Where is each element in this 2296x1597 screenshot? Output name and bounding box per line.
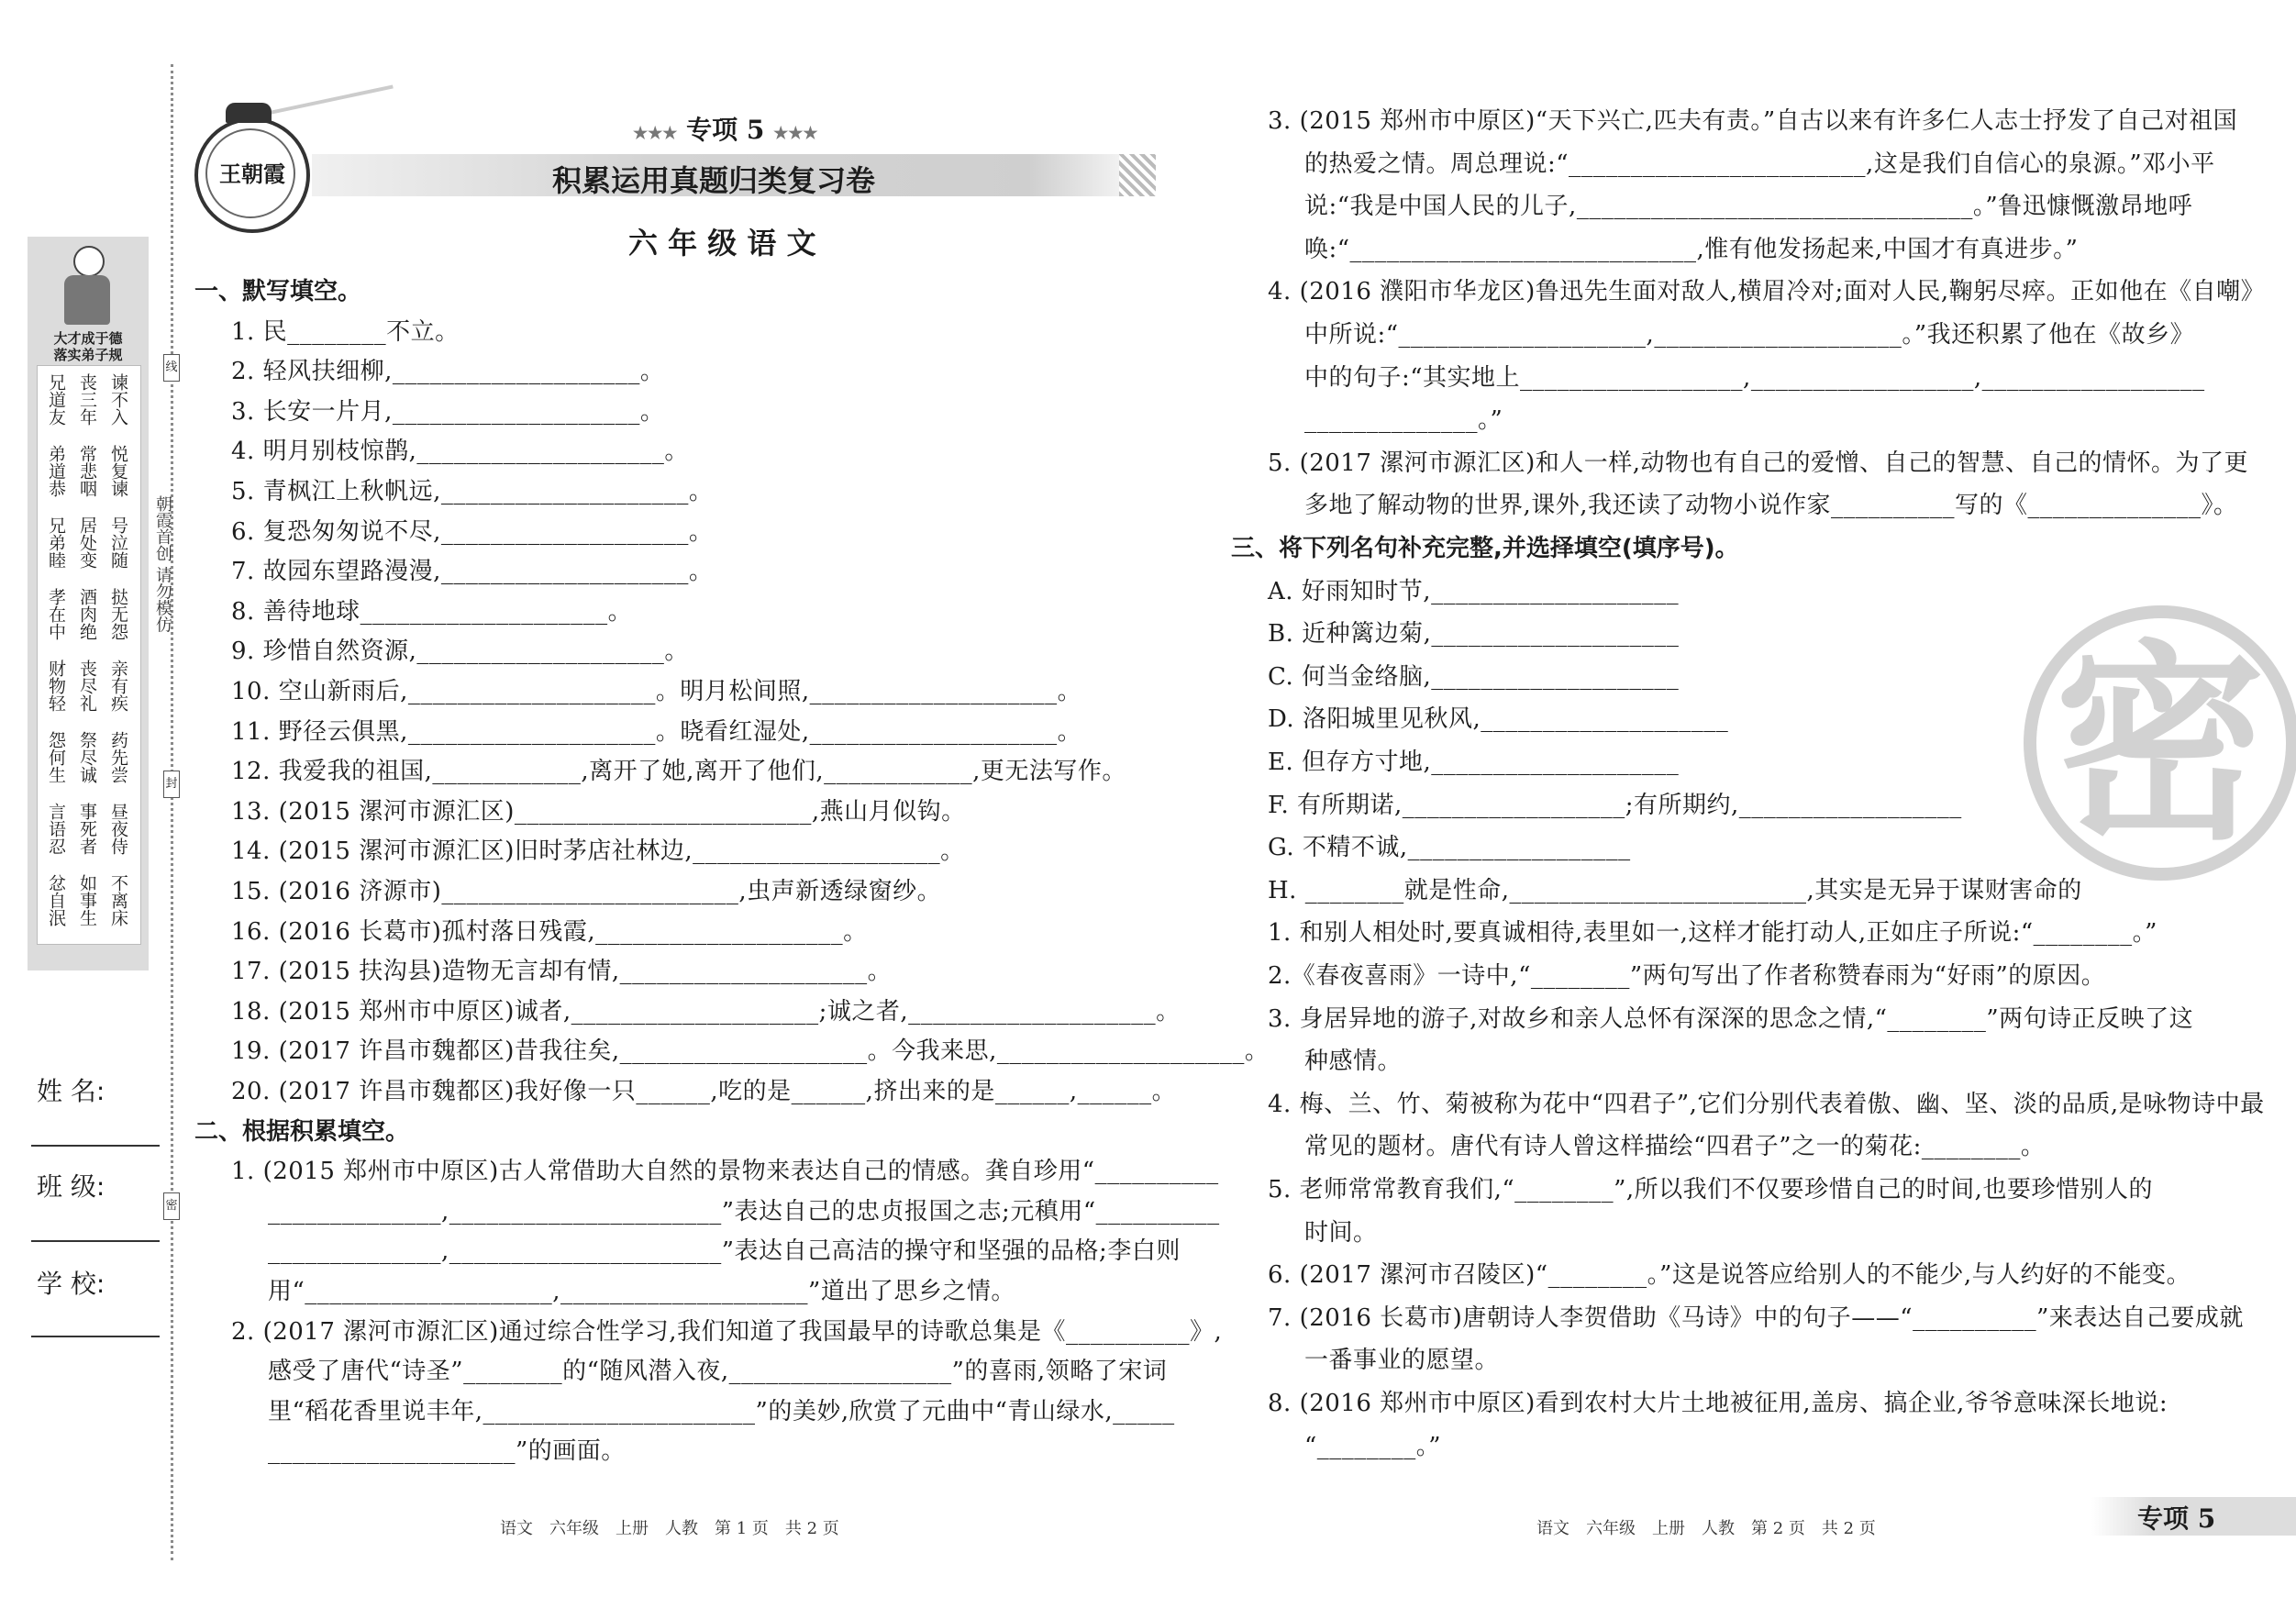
- cut-mark-3: 密: [163, 1192, 180, 1220]
- question-line: 3. (2015 郑州市中原区)“天下兴亡,匹夫有责。”自古以来有许多仁人志士抒发了自己对祖国: [1268, 107, 2238, 135]
- poem-column: 丧尽礼: [77, 660, 97, 712]
- cut-line: [171, 64, 173, 1560]
- question-line: 1. 和别人相处时,要真诚相待,表里如一,这样才能打动人,正如庄子所说:“________。”: [1268, 919, 2157, 948]
- footer-left: 语文 六年级 上册 人教 第 1 页 共 2 页: [500, 1519, 839, 1538]
- question-line: 5. 老师常常教育我们,“________”,所以我们不仅要珍惜自己的时间,也要珍惜别人的: [1268, 1176, 2153, 1203]
- motto-line1: 大才成于德: [53, 330, 123, 347]
- dizigui-poem: [37, 365, 141, 945]
- question-line: 4. 明月别枝惊鹊,____________________。: [231, 438, 689, 466]
- question-line: 4. (2016 濮阳市华龙区)鲁迅先生面对敌人,横眉冷对;面对人民,鞠躬尽瘁。正如他在《自嘲》: [1268, 278, 2266, 306]
- section-heading: 二、根据积累填空。: [194, 1117, 410, 1146]
- poem-column: 如事生: [77, 874, 97, 926]
- logo-crown-icon: [226, 103, 272, 123]
- question-line: 3. 长安一片月,____________________。: [231, 397, 665, 426]
- name-label: 姓 名:: [37, 1076, 105, 1106]
- question-line: 7. (2016 长葛市)唐朝诗人李贺借助《马诗》中的句子——“__________”来表达自己要成就: [1268, 1303, 2244, 1332]
- question-line: 说:“我是中国人民的儿子,________________________________。”鲁迅慷慨激昂地呼: [1304, 193, 2193, 221]
- question-line: 14. (2015 漯河市源汇区)旧时茅店社林边,____________________。: [231, 837, 965, 866]
- question-line: 5. 青枫江上秋帆远,____________________。: [231, 478, 714, 505]
- question-line: 里“稻花香里说丰年,______________________”的美妙,欣赏了元曲中“青山绿水,_____: [268, 1397, 1175, 1425]
- logo-text: 王朝霞: [219, 161, 285, 187]
- question-line: H. ________就是性命,________________________,其实是无异于谋财害命的: [1268, 876, 2082, 904]
- name-field[interactable]: [31, 1145, 160, 1147]
- question-line: 中所说:“____________________,____________________。”我还积累了他在《故乡》: [1304, 321, 2195, 349]
- school-label: 学 校:: [37, 1269, 105, 1299]
- series-label: ★★★ 专项 5 ★★★: [633, 115, 818, 145]
- poem-column: 忿自泯: [46, 874, 66, 926]
- question-line: 10. 空山新雨后,____________________。明月松间照,____________________。: [231, 678, 1082, 705]
- question-line: 中的句子:“其实地上__________________,__________________,__________________: [1304, 363, 2205, 392]
- question-line: D. 洛阳城里见秋风,____________________: [1268, 705, 1729, 734]
- poem-column: 谏不入: [108, 373, 128, 426]
- poem-column: 亲有疾: [108, 660, 128, 712]
- motto-line2: 落实弟子规: [53, 347, 123, 363]
- question-line: 8. 善待地球____________________。: [231, 597, 633, 626]
- question-line: 2. (2017 漯河市源汇区)通过综合性学习,我们知道了我国最早的诗歌总集是《__________》,: [231, 1317, 1223, 1346]
- poem-column: 孝在中: [46, 588, 66, 640]
- question-line: 11. 野径云俱黑,____________________。晓看红湿处,____________________。: [231, 717, 1082, 746]
- question-line: ______________,______________________”表达自己的忠贞报国之志;元稹用“__________: [268, 1197, 1220, 1225]
- poem-column: 号泣随: [108, 516, 128, 569]
- poem-column: 财物轻: [46, 660, 66, 712]
- cut-mark-1: 线: [163, 354, 180, 382]
- poem-column: 常悲咽: [77, 445, 97, 497]
- star-icons-right: ★★★: [773, 124, 818, 143]
- question-line: A. 好雨知时节,____________________: [1268, 577, 1680, 605]
- poem-column: 祭尽诚: [77, 731, 97, 783]
- question-line: 常见的题材。唐代有诗人曾这样描绘“四君子”之一的菊花:________。: [1304, 1133, 2046, 1161]
- poem-column: 兄道友: [46, 373, 66, 426]
- question-line: 多地了解动物的世界,课外,我还读了动物小说作家__________写的《______________》。: [1304, 492, 2238, 520]
- question-line: 2. 轻风扶细柳,____________________。: [231, 358, 665, 386]
- question-line: “________。”: [1304, 1432, 1442, 1460]
- question-line: 18. (2015 郑州市中原区)诚者,____________________;诚之者,____________________。: [231, 997, 1181, 1026]
- poem-column: 言语忍: [46, 803, 66, 855]
- exam-subtitle: 六 年 级 语 文: [628, 226, 816, 261]
- poem-column: 昼夜侍: [108, 803, 128, 855]
- question-line: 20. (2017 许昌市魏都区)我好像一只______,吃的是______,挤出来的是______,______。: [231, 1078, 1177, 1105]
- question-line: 13. (2015 漯河市源汇区)________________________,燕山月似钩。: [231, 797, 966, 826]
- footer-right: 语文 六年级 上册 人教 第 2 页 共 2 页: [1536, 1519, 1876, 1538]
- poem-column: 弟道恭: [46, 445, 66, 497]
- question-line: 一番事业的愿望。: [1304, 1347, 1500, 1375]
- poem-column: 兄弟睦: [46, 516, 66, 569]
- poem-column: 药先尝: [108, 731, 128, 783]
- class-field[interactable]: [31, 1240, 160, 1242]
- question-line: 2.《春夜喜雨》一诗中,“________”两句写出了作者称赞春雨为“好雨”的原因。: [1268, 962, 2106, 990]
- question-line: 唤:“____________________________,惟有他发扬起来,中国才有真进步。”: [1304, 235, 2079, 263]
- question-line: 1. (2015 郑州市中原区)古人常借助大自然的景物来表达自己的情感。龚自珍用“__________: [231, 1158, 1219, 1186]
- question-line: 时间。: [1304, 1218, 1378, 1247]
- question-line: 5. (2017 漯河市源汇区)和人一样,动物也有自己的爱憎、自己的智慧、自己的情怀。为了更: [1268, 449, 2249, 477]
- question-line: E. 但存方寸地,____________________: [1268, 749, 1680, 776]
- stamp-text: 密: [2055, 624, 2267, 869]
- question-line: 感受了唐代“诗圣”________的“随风潜入夜,__________________”的喜雨,领略了宋词: [268, 1358, 1168, 1386]
- question-line: 1. 民________不立。: [231, 317, 460, 346]
- question-line: 9. 珍惜自然资源,____________________。: [231, 638, 689, 666]
- header-checker: [1119, 154, 1156, 196]
- star-icons-left: ★★★: [633, 124, 678, 143]
- question-line: 8. (2016 郑州市中原区)看到农村大片土地被征用,盖房、搞企业,爷爷意味深长地说:: [1268, 1390, 2168, 1417]
- poem-column: 挞无怨: [108, 588, 128, 640]
- question-line: ____________________”的画面。: [268, 1437, 626, 1466]
- question-line: ______________,______________________”表达自己高洁的操守和坚强的品格;李白则: [268, 1237, 1181, 1266]
- question-line: 17. (2015 扶沟县)造物无言却有情,____________________。: [231, 958, 893, 986]
- logo: [194, 117, 310, 233]
- question-line: 6. (2017 漯河市召陵区)“________。”这是说答应给别人的不能少,与人约好的不能变。: [1268, 1261, 2191, 1290]
- poem-column: 居处变: [77, 516, 97, 569]
- exam-title: 积累运用真题归类复习卷: [552, 163, 876, 198]
- question-line: G. 不精不诚,__________________: [1268, 834, 1631, 862]
- question-line: 4. 梅、兰、竹、菊被称为花中“四君子”,它们分别代表着傲、幽、坚、淡的品质,是咏物诗中最: [1268, 1090, 2265, 1118]
- corner-tag: 专项 5: [2137, 1503, 2216, 1534]
- school-field[interactable]: [31, 1336, 160, 1337]
- question-line: ______________。”: [1304, 406, 1503, 435]
- question-line: 6. 复恐匆匆说不尽,____________________。: [231, 517, 714, 546]
- section-heading: 三、将下列名句补充完整,并选择填空(填序号)。: [1231, 535, 1739, 562]
- question-line: F. 有所期诺,__________________;有所期约,__________________: [1268, 791, 1962, 819]
- question-line: 的热爱之情。周总理说:“________________________,这是我们自信心的泉源。”邓小平: [1304, 150, 2215, 178]
- poem-column: 事死者: [77, 803, 97, 855]
- poem-column: 不离床: [108, 874, 128, 926]
- confidential-stamp: [2024, 605, 2296, 881]
- poem-column: 酒肉绝: [77, 588, 97, 640]
- question-line: 19. (2017 许昌市魏都区)昔我往矣,____________________。今我来思,____________________。: [231, 1037, 1270, 1066]
- poem-column: 丧三年: [77, 373, 97, 426]
- poem-column: 怨何生: [46, 731, 66, 783]
- question-line: C. 何当金络脑,____________________: [1268, 662, 1680, 691]
- question-line: 7. 故园东望路漫漫,____________________。: [231, 558, 714, 586]
- class-label: 班 级:: [37, 1171, 105, 1202]
- cut-mark-2: 封: [163, 771, 180, 798]
- section-heading: 一、默写填空。: [194, 278, 362, 305]
- question-line: B. 近种篱边菊,____________________: [1268, 620, 1680, 649]
- poem-column: 悦复谏: [108, 445, 128, 497]
- question-line: 用“____________________,____________________”道出了思乡之情。: [268, 1278, 1015, 1305]
- question-line: 种感情。: [1304, 1048, 1403, 1076]
- mascot-icon: [57, 246, 117, 328]
- question-line: 3. 身居异地的游子,对故乡和亲人总怀有深深的思念之情,“________”两句诗正反映了这: [1268, 1004, 2194, 1033]
- question-line: 12. 我爱我的祖国,____________,离开了她,离开了他们,____________,更无法写作。: [231, 758, 1126, 786]
- header-ribbon: [258, 84, 394, 116]
- question-line: 15. (2016 济源市)________________________,虫声新透绿窗纱。: [231, 878, 942, 905]
- vertical-note: 朝霞首创 请勿模仿: [153, 495, 172, 633]
- question-line: 16. (2016 长葛市)孤村落日残霞,____________________。: [231, 917, 868, 946]
